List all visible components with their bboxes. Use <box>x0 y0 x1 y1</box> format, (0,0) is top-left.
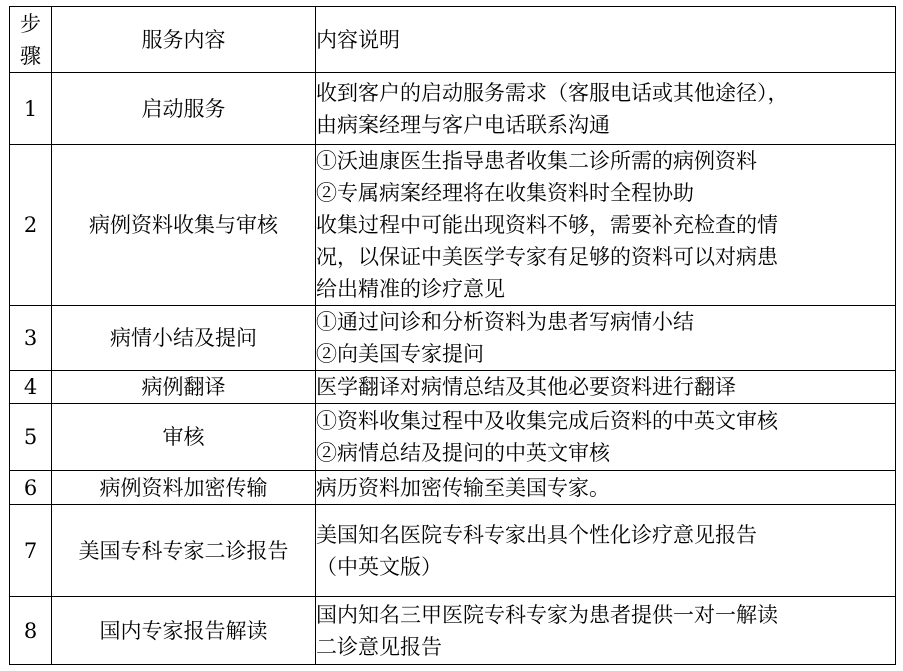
description-line: ①通过问诊和分析资料为患者写病情小结 <box>316 310 694 334</box>
service-name: 审核 <box>52 404 316 471</box>
description-column-header: 内容说明 <box>316 7 896 73</box>
description-cell <box>316 73 896 145</box>
description-cell <box>316 371 896 404</box>
step-header-line-1: 步 <box>20 11 41 36</box>
table-row <box>10 597 896 665</box>
service-column-header: 服务内容 <box>52 7 316 73</box>
description-cell <box>316 505 896 597</box>
description-line: ②专属病案经理将在收集资料时全程协助 <box>316 181 694 205</box>
table-row <box>10 471 896 505</box>
description-line: 病历资料加密传输至美国专家。 <box>316 475 610 500</box>
description-line: ②病情总结及提问的中英文审核 <box>316 441 610 465</box>
description-line: 况，以保证中美医学专家有足够的资料可以对病患 <box>316 245 778 269</box>
description-line: ①资料收集过程中及收集完成后资料的中英文审核 <box>316 409 778 433</box>
description-line: 医学翻译对病情总结及其他必要资料进行翻译 <box>316 375 736 399</box>
step-number: 5 <box>10 404 52 471</box>
description-line: 收集过程中可能出现资料不够，需要补充检查的情 <box>316 213 778 237</box>
step-header-line-2: 骤 <box>20 43 41 68</box>
table-row <box>10 371 896 404</box>
service-name: 美国专科专家二诊报告 <box>52 505 316 597</box>
description-cell <box>316 306 896 371</box>
step-number: 2 <box>10 145 52 306</box>
description-line: （中英文版） <box>316 554 442 579</box>
service-name: 病例资料加密传输 <box>52 471 316 505</box>
service-process-table <box>9 6 896 665</box>
step-number: 6 <box>10 471 52 505</box>
service-name: 病例翻译 <box>52 371 316 404</box>
service-name: 病例资料收集与审核 <box>52 145 316 306</box>
service-name: 国内专家报告解读 <box>52 597 316 665</box>
description-line: 给出精准的诊疗意见 <box>316 277 505 301</box>
description-cell <box>316 471 896 505</box>
step-number: 4 <box>10 371 52 404</box>
table-row <box>10 404 896 471</box>
service-name: 启动服务 <box>52 73 316 145</box>
description-cell <box>316 597 896 665</box>
description-cell <box>316 404 896 471</box>
step-number: 1 <box>10 73 52 145</box>
description-line: 二诊意见报告 <box>316 634 442 659</box>
step-number: 7 <box>10 505 52 597</box>
table-row <box>10 73 896 145</box>
table-row <box>10 145 896 306</box>
description-line: 美国知名医院专科专家出具个性化诊疗意见报告 <box>316 522 757 547</box>
description-cell <box>316 145 896 306</box>
table-row <box>10 505 896 597</box>
step-number: 8 <box>10 597 52 665</box>
description-line: ①沃迪康医生指导患者收集二诊所需的病例资料 <box>316 149 757 173</box>
service-name: 病情小结及提问 <box>52 306 316 371</box>
description-line: ②向美国专家提问 <box>316 342 484 366</box>
description-line: 由病案经理与客户电话联系沟通 <box>316 112 610 137</box>
description-line: 国内知名三甲医院专科专家为患者提供一对一解读 <box>316 602 778 627</box>
table-row <box>10 306 896 371</box>
step-column-header <box>10 7 52 73</box>
table-header-row <box>10 7 896 73</box>
description-line: 收到客户的启动服务需求（客服电话或其他途径）， <box>316 80 789 105</box>
step-number: 3 <box>10 306 52 371</box>
